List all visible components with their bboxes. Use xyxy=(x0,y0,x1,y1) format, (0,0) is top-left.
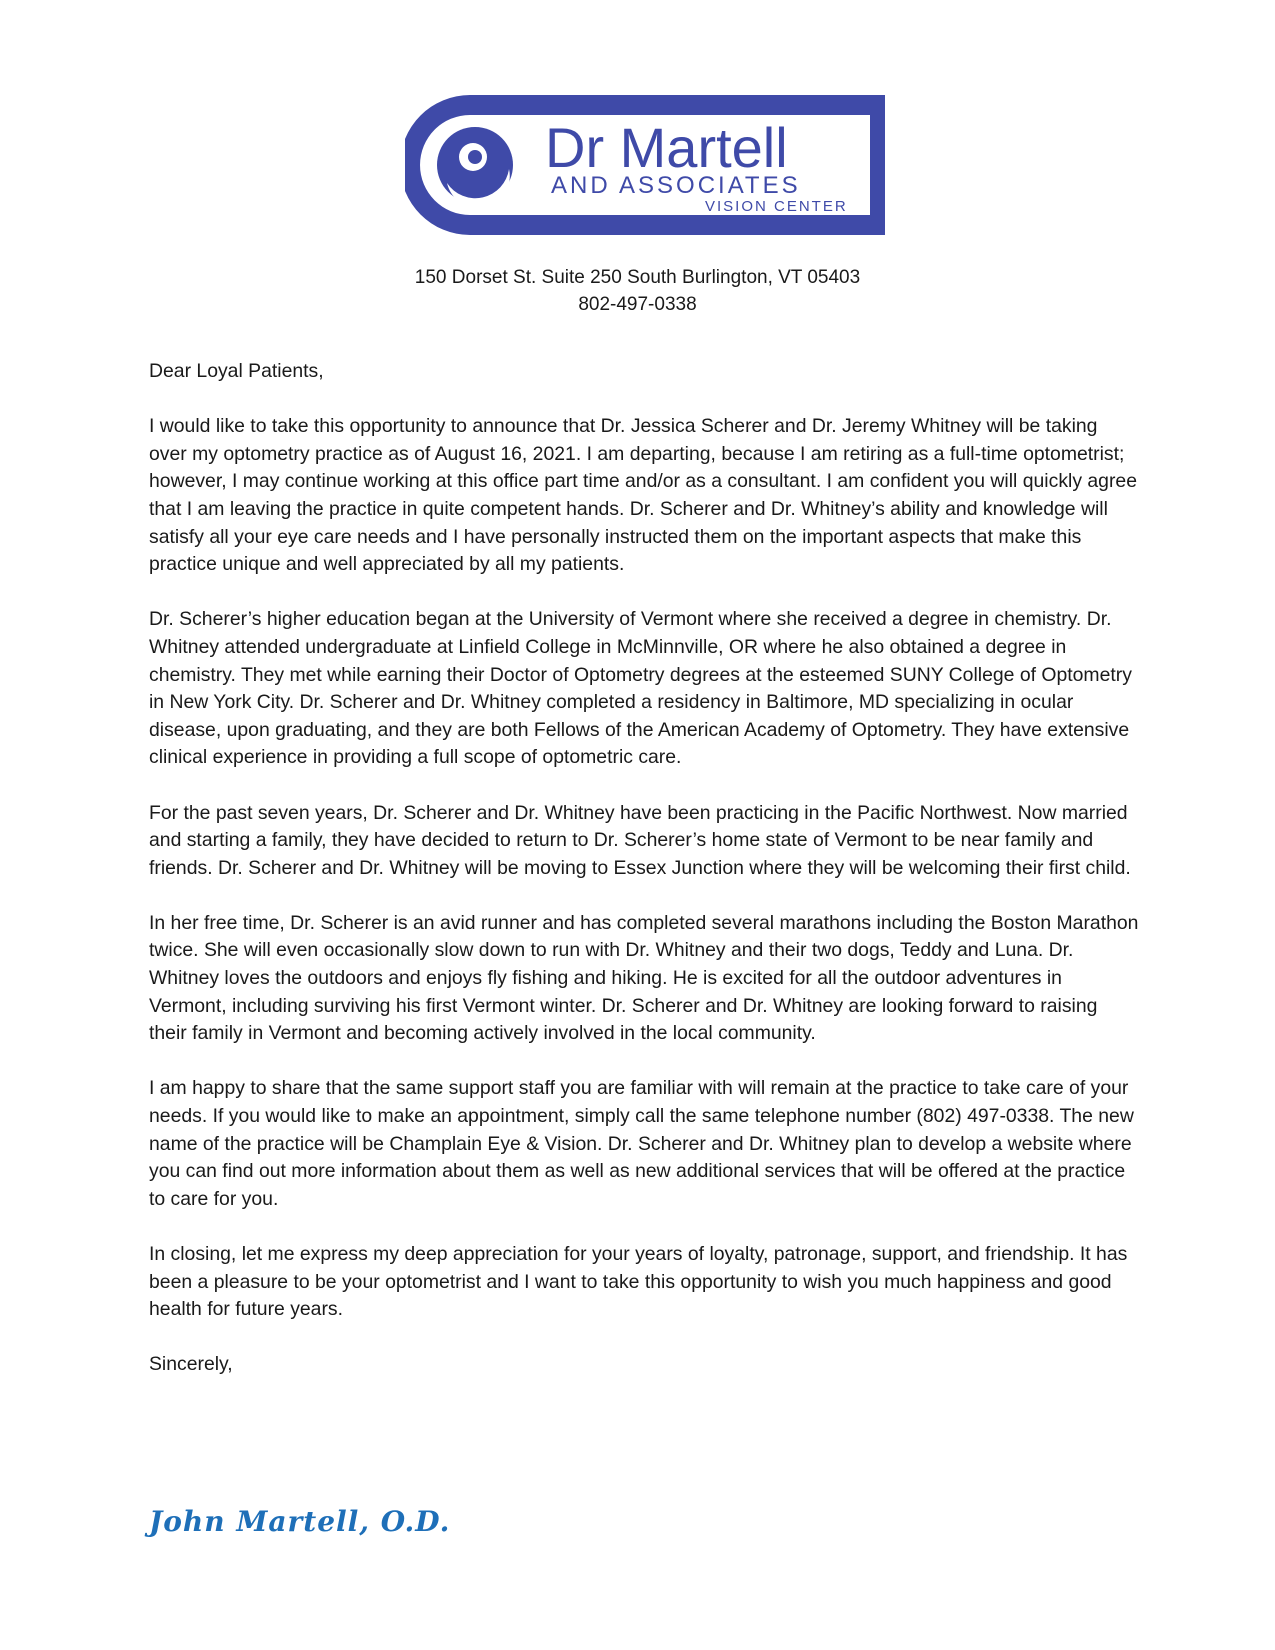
paragraph: I would like to take this opportunity to announce that Dr. Jessica Scherer and Dr. Jeremy Whitney will be taking over my optometry practice as of August 16, 2021. I am departing, because I am retiring as a full-time optometrist; however, I may continue working at this office part time and/or as a consultant. I am confident you will quickly agree that I am leaving the practice in quite competent hands. Dr. Scherer and Dr. Whitney’s ability and knowledge will satisfy all your eye care needs and I have personally instructed them on the important aspects that make this practice unique and well appreciated by all my patients. xyxy=(149,415,1137,576)
salutation: Dear Loyal Patients, xyxy=(149,360,324,382)
logo-line2: AND ASSOCIATES xyxy=(551,172,801,199)
logo-line1: Dr Martell xyxy=(545,116,788,179)
logo-line3: VISION CENTER xyxy=(705,198,848,215)
practice-logo xyxy=(405,95,885,235)
paragraph: For the past seven years, Dr. Scherer and Dr. Whitney have been practicing in the Pacific Northwest. Now married and starting a family, they have decided to return to Dr. Scherer’s home state of Vermont to be near family and friends. Dr. Scherer and Dr. Whitney will be moving to Essex Junction where they will be welcoming their first child. xyxy=(149,801,1131,879)
paragraph: Dr. Scherer’s higher education began at the University of Vermont where she received a degree in chemistry. Dr. Whitney attended undergraduate at Linfield College in McMinnville, OR where he also obtained a degree in chemistry. They met while earning their Doctor of Optometry degrees at the esteemed SUNY College of Optometry in New York City. Dr. Scherer and Dr. Whitney completed a residency in Baltimore, MD specializing in ocular disease, upon graduating, and they are both Fellows of the American Academy of Optometry. They have extensive clinical experience in providing a full scope of optometric care. xyxy=(149,608,1132,769)
closing: Sincerely, xyxy=(149,1353,233,1376)
signature: John Martell, O.D. xyxy=(149,1505,451,1538)
paragraph: In her free time, Dr. Scherer is an avid runner and has completed several marathons including the Boston Marathon twice. She will even occasionally slow down to run with Dr. Whitney and their two dogs, Teddy and Luna. Dr. Whitney loves the outdoors and enjoys fly fishing and hiking. He is excited for all the outdoor adventures in Vermont, including surviving his first Vermont winter. Dr. Scherer and Dr. Whitney are looking forward to raising their family in Vermont and becoming actively involved in the local community. xyxy=(149,911,1139,1045)
eye-icon xyxy=(437,127,513,208)
address-street: 150 Dorset St. Suite 250 South Burlington, VT 05403 xyxy=(414,267,861,288)
address-phone: 802-497-0338 xyxy=(578,294,697,315)
logo-graphic xyxy=(405,95,885,235)
letter-body xyxy=(149,358,1139,1407)
paragraph: In closing, let me express my deep appreciation for your years of loyalty, patronage, support, and friendship. It has been a pleasure to be your optometrist and I want to take this opportunity to wish you much happiness and good health for future years. xyxy=(149,1243,1128,1321)
paragraph: I am happy to share that the same support staff you are familiar with will remain at the practice to take care of your needs. If you would like to make an appointment, simply call the same telephone number (802) 497-0338. The new name of the practice will be Champlain Eye & Vision. Dr. Scherer and Dr. Whitney plan to develop a website where you can find out more information about them as well as new additional services that will be offered at the practice to care for you. xyxy=(149,1077,1134,1210)
